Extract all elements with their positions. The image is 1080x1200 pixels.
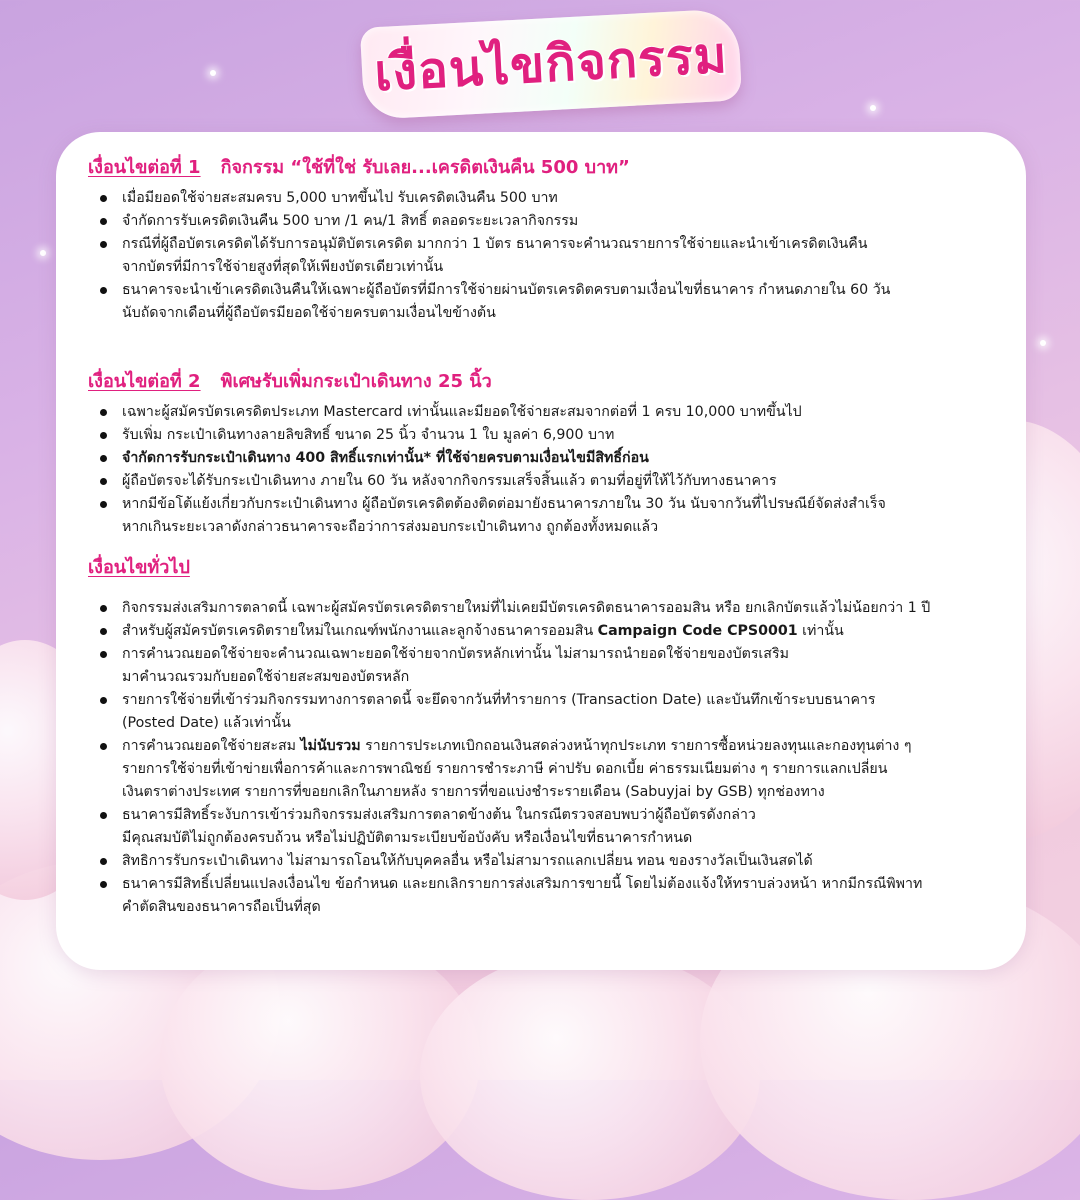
section-2 [88, 366, 1006, 539]
list-item [122, 620, 1006, 643]
section-label: เงื่อนไขทั่วไป [88, 557, 190, 578]
conditions-list [88, 187, 1006, 325]
campaign-code: Campaign Code CPS0001 [597, 623, 798, 639]
section-title: พิเศษรับเพิ่มกระเป๋าเดินทาง 25 นิ้ว [220, 371, 492, 392]
title-banner [360, 8, 742, 120]
list-item: ธนาคารจะนำเข้าเครดิตเงินคืนให้เฉพาะผู้ถือบัตรที่มีการใช้จ่ายผ่านบัตรเครดิตครบตามเงื่อนไขที่ธนาคาร กำหนดภายใน 60 วัน นับถัดจากเดือนที่ผู้ถือบัตรมียอดใช้จ่ายครบตามเงื่อนไขข้างต้น [122, 279, 1006, 325]
list-item: เมื่อมียอดใช้จ่ายสะสมครบ 5,000 บาทขึ้นไป รับเครดิตเงินคืน 500 บาท [122, 187, 1006, 210]
list-item: ธนาคารมีสิทธิ์เปลี่ยนแปลงเงื่อนไข ข้อกำหนด และยกเลิกรายการส่งเสริมการขายนี้ โดยไม่ต้องแจ้งให้ทราบล่วงหน้า หากมีกรณีพิพาท คำตัดสินของธนาคารถือเป็นที่สุด [122, 873, 1006, 919]
list-item: สิทธิการรับกระเป๋าเดินทาง ไม่สามารถโอนให้กับบุคคลอื่น หรือไม่สามารถแลกเปลี่ยน ทอน ของรางวัลเป็นเงินสดได้ [122, 850, 1006, 873]
sparkle-decoration [870, 105, 876, 111]
list-item: การคำนวณยอดใช้จ่ายจะคำนวณเฉพาะยอดใช้จ่ายจากบัตรหลักเท่านั้น ไม่สามารถนำยอดใช้จ่ายของบัตรเสริม มาคำนวณรวมกับยอดใช้จ่ายสะสมของบัตรหลัก [122, 643, 1006, 689]
conditions-list [88, 597, 1006, 919]
list-item: ผู้ถือบัตรจะได้รับกระเป๋าเดินทาง ภายใน 60 วัน หลังจากกิจกรรมเสร็จสิ้นแล้ว ตามที่อยู่ที่ให้ไว้กับทางธนาคาร [122, 470, 1006, 493]
list-item-text: การคำนวณยอดใช้จ่ายสะสม [122, 738, 301, 754]
emphasis-text: ไม่นับรวม [300, 738, 361, 754]
conditions-card [56, 132, 1026, 970]
section-title: กิจกรรม “ใช้ที่ใช่ รับเลย...เครดิตเงินคืน 500 บาท” [220, 157, 630, 178]
list-item-text: เท่านั้น [797, 623, 844, 639]
section-heading [88, 552, 1006, 581]
section-heading [88, 152, 1006, 181]
list-item [122, 735, 1006, 804]
conditions-list [88, 401, 1006, 539]
list-item: รายการใช้จ่ายที่เข้าร่วมกิจกรรมทางการตลาดนี้ จะยึดจากวันที่ทำรายการ (Transaction Date) และบันทึกเข้าระบบธนาคาร (Posted Date) แล้วเท่านั้น [122, 689, 1006, 735]
sparkle-decoration [1040, 340, 1046, 346]
section-label: เงื่อนไขต่อที่ 2 [88, 371, 201, 392]
list-item: กิจกรรมส่งเสริมการตลาดนี้ เฉพาะผู้สมัครบัตรเครดิตรายใหม่ที่ไม่เคยมีบัตรเครดิตธนาคารออมสิน หรือ ยกเลิกบัตรแล้วไม่น้อยกว่า 1 ปี [122, 597, 1006, 620]
list-item: รับเพิ่ม กระเป๋าเดินทางลายลิขสิทธิ์ ขนาด 25 นิ้ว จำนวน 1 ใบ มูลค่า 6,900 บาท [122, 424, 1006, 447]
list-item-text: สำหรับผู้สมัครบัตรเครดิตรายใหม่ในเกณฑ์พนักงานและลูกจ้างธนาคารออมสิน [122, 623, 598, 639]
sparkle-decoration [210, 70, 216, 76]
list-item: เฉพาะผู้สมัครบัตรเครดิตประเภท Mastercard เท่านั้นและมียอดใช้จ่ายสะสมจากต่อที่ 1 ครบ 10,000 บาทขึ้นไป [122, 401, 1006, 424]
sparkle-decoration [40, 250, 46, 256]
section-label: เงื่อนไขต่อที่ 1 [88, 157, 201, 178]
list-item [122, 447, 1006, 470]
list-item: ธนาคารมีสิทธิ์ระงับการเข้าร่วมกิจกรรมส่งเสริมการตลาดข้างต้น ในกรณีตรวจสอบพบว่าผู้ถือบัตรดังกล่าว มีคุณสมบัติไม่ถูกต้องครบถ้วน หรือไม่ปฏิบัติตามระเบียบข้อบังคับ หรือเงื่อนไขที่ธนาคารกำหนด [122, 804, 1006, 850]
list-item: หากมีข้อโต้แย้งเกี่ยวกับกระเป๋าเดินทาง ผู้ถือบัตรเครดิตต้องติดต่อมายังธนาคารภายใน 30 วัน นับจากวันที่ไปรษณีย์จัดส่งสำเร็จ หากเกินระยะเวลาดังกล่าวธนาคารจะถือว่าการส่งมอบกระเป๋าเดินทาง ถูกต้องทั้งหมดแล้ว [122, 493, 1006, 539]
list-item-text: รายการประเภทเบิกถอนเงินสดล่วงหน้าทุกประเภท รายการซื้อหน่วยลงทุนและกองทุนต่าง ๆ รายการใช้จ่ายที่เข้าข่ายเพื่อการค้าและการพาณิชย์ รายการชำระภาษี ค่าปรับ ดอกเบี้ย ค่าธรรมเนียมต่าง ๆ รายการแลกเปลี่ยน เงินตราต่างประเทศ รายการที่ขอยกเลิกในภายหลัง รายการที่ขอแบ่งชำระรายเดือน (Sabuyjai by GSB) ทุกช่องทาง [122, 738, 912, 800]
section-heading [88, 366, 1006, 395]
section-1 [88, 152, 1006, 325]
page-title: เงื่อนไขกิจกรรม [372, 25, 730, 102]
list-item: กรณีที่ผู้ถือบัตรเครดิตได้รับการอนุมัติบัตรเครดิต มากกว่า 1 บัตร ธนาคารจะคำนวณรายการใช้จ่ายและนำเข้าเครดิตเงินคืน จากบัตรที่มีการใช้จ่ายสูงที่สุดให้เพียงบัตรเดียวเท่านั้น [122, 233, 1006, 279]
list-item-text: จำกัดการรับกระเป๋าเดินทาง 400 สิทธิ์แรกเท่านั้น* ที่ใช้จ่ายครบตามเงื่อนไขมีสิทธิ์ก่อน [122, 450, 649, 466]
list-item: จำกัดการรับเครดิตเงินคืน 500 บาท /1 คน/1 สิทธิ์ ตลอดระยะเวลากิจกรรม [122, 210, 1006, 233]
section-general [88, 552, 1006, 919]
